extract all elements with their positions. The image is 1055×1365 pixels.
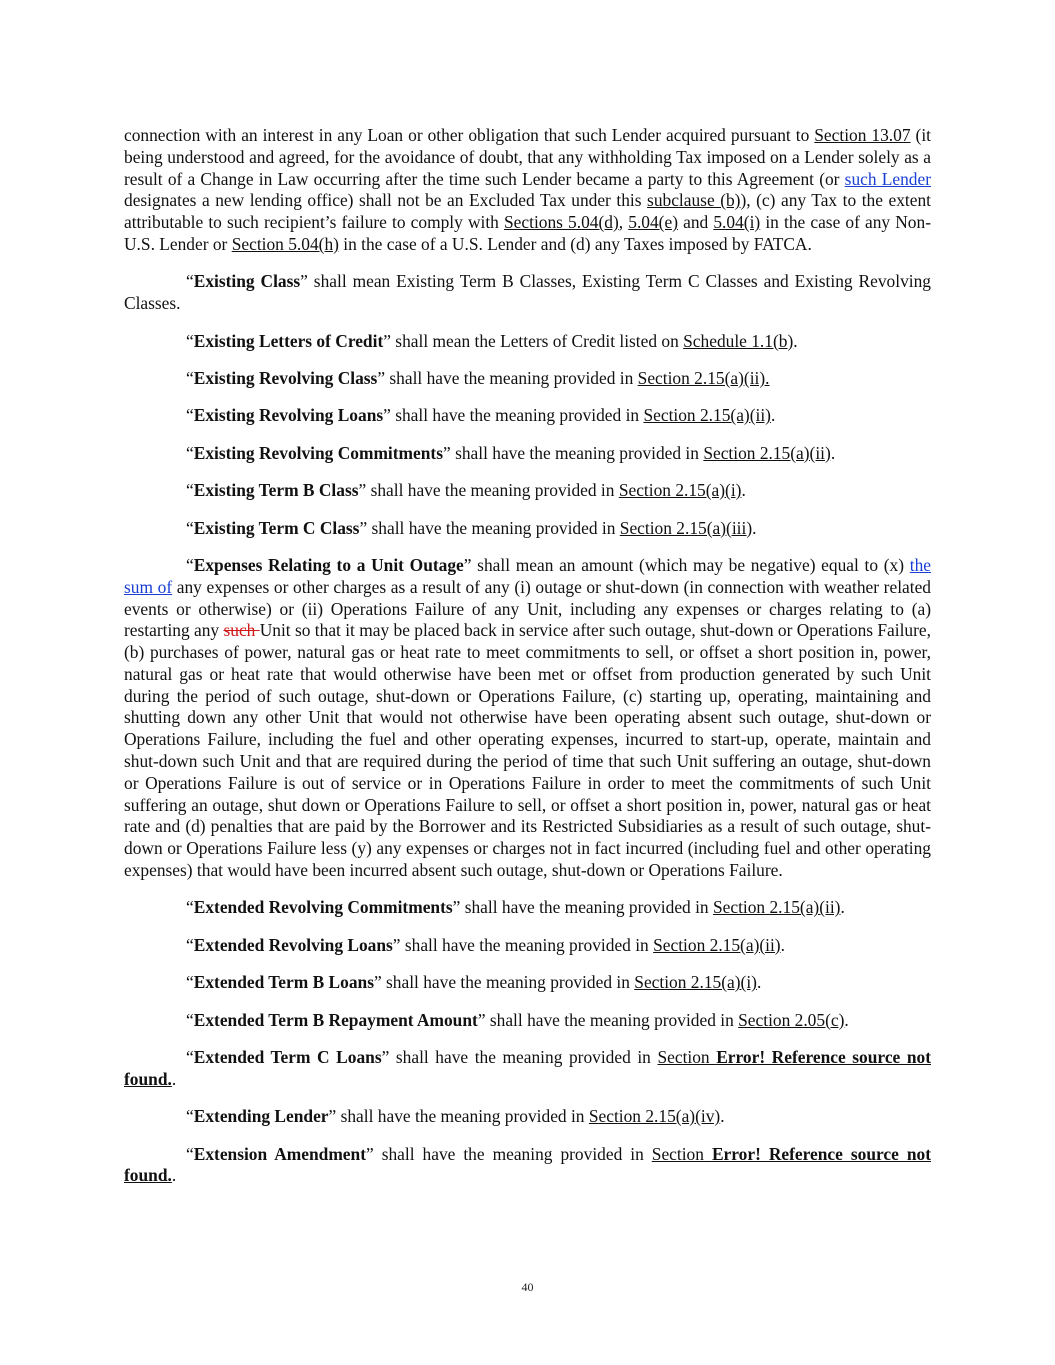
cross-reference[interactable]: Section 2.15(a)(ii) <box>643 405 771 426</box>
cross-reference[interactable]: Section 2.15(a)(iii) <box>619 517 753 538</box>
defined-term: Existing Revolving Commitments <box>193 442 443 463</box>
defined-term: Extension Amendment <box>193 1143 366 1164</box>
definition-extended-term-c-loans: “Extended Term C Loans” shall have the meaning provided in Section Error! Reference source not found.. <box>124 1047 931 1089</box>
definition-extended-revolving-loans: “Extended Revolving Loans” shall have the meaning provided in Section 2.15(a)(ii). <box>186 934 785 955</box>
inserted-text: such Lender <box>844 168 931 189</box>
definition-existing-revolving-loans: “Existing Revolving Loans” shall have the meaning provided in Section 2.15(a)(ii). <box>186 405 776 426</box>
definition-expenses-unit-outage: “Expenses Relating to a Unit Outage” shall mean an amount (which may be negative) equal to (x) the sum of any expenses or other charges as a result of any (i) outage or shut-down (in connection with weather related events or otherwise) or (ii) Operations Failure of any Unit, including any expenses or charges relating to (a) restarting any such Unit so that it may be placed back in service after such outage, shut-down or Operations Failure, (b) purchases of power, natural gas or heat rate to meet commitments to sell, or offset a short position in, power, natural gas or heat rate that would otherwise have been met or offset from production generated by such Unit during the period of such outage, shut-down or Operations Failure, (c) starting up, operating, maintaining and shutting down any other Unit that would not otherwise have been operating absent such outage, shut-down or Operations Failure, including the fuel and other operating expenses, incurred to start-up, operate, maintain and shut-down such Unit and that are required during the period of time that such Unit suffering an outage, shut-down or Operations Failure is out of service or in Operations Failure in order to meet the commitments of such Unit suffering an outage, shut down or Operations Failure to sell, or offset a short position in, power, natural gas or heat rate and (d) penalties that are paid by the Borrower and its Restricted Subsidiaries as a result of such outage, shut-down or Operations Failure less (y) any expenses or charges not in fact incurred (including fuel and other operating expenses) that would have been incurred absent such outage, shut-down or Operations Failure. <box>124 554 931 881</box>
cross-reference[interactable]: Section 2.15(a)(ii) <box>712 897 841 918</box>
defined-term: Extended Term C Loans <box>193 1047 382 1068</box>
inserted-text: the sum of <box>124 554 931 597</box>
defined-term: Extended Revolving Loans <box>193 934 393 955</box>
defined-term: Extended Term B Repayment Amount <box>193 1009 478 1030</box>
definition-existing-revolving-class: “Existing Revolving Class” shall have the meaning provided in Section 2.15(a)(ii). <box>186 367 770 388</box>
cross-reference[interactable]: Section 5.04(h) <box>231 233 339 254</box>
cross-reference[interactable]: subclause (b) <box>647 190 741 211</box>
cross-reference[interactable]: 5.04(i) <box>713 212 761 233</box>
reference-error: Error! Reference source not found. <box>124 1047 931 1089</box>
cross-reference[interactable]: Section <box>651 1143 712 1164</box>
definition-extended-term-b-repayment-amount: “Extended Term B Repayment Amount” shall have the meaning provided in Section 2.05(c). <box>186 1009 849 1030</box>
defined-term: Existing Term B Class <box>193 480 359 501</box>
definition-extended-revolving-commitments: “Extended Revolving Commitments” shall have the meaning provided in Section 2.15(a)(ii). <box>186 897 845 918</box>
defined-term: Extended Revolving Commitments <box>193 897 453 918</box>
defined-term: Extending Lender <box>193 1106 329 1127</box>
document-page <box>124 125 931 1203</box>
cross-reference[interactable]: 5.04(e) <box>628 212 678 233</box>
defined-term: Existing Class <box>193 271 301 292</box>
cross-reference[interactable]: Section <box>657 1047 717 1068</box>
cross-reference[interactable]: Section 2.15(a)(i) <box>634 972 757 993</box>
definition-existing-letters-of-credit: “Existing Letters of Credit” shall mean the Letters of Credit listed on Schedule 1.1(b). <box>186 330 798 351</box>
paragraph-excluded-taxes-continued: connection with an interest in any Loan or other obligation that such Lender acquired pursuant to Section 13.07 (it being understood and agreed, for the avoidance of doubt, that any withholding Tax imposed on a Lender solely as a result of a Change in Law occurring after the time such Lender became a party to this Agreement (or such Lender designates a new lending office) shall not be an Excluded Tax under this subclause (b)), (c) any Tax to the extent attributable to such recipient’s failure to comply with Sections 5.04(d), 5.04(e) and 5.04(i) in the case of any Non-U.S. Lender or Section 5.04(h) in the case of a U.S. Lender and (d) any Taxes imposed by FATCA. <box>124 125 932 254</box>
cross-reference[interactable]: Schedule 1.1(b) <box>683 330 794 351</box>
defined-term: Existing Term C Class <box>193 517 360 538</box>
cross-reference[interactable]: Section 2.15(a)(ii) <box>653 934 781 955</box>
definition-extended-term-b-loans: “Extended Term B Loans” shall have the meaning provided in Section 2.15(a)(i). <box>186 972 762 993</box>
defined-term: Existing Revolving Loans <box>193 405 384 426</box>
definition-existing-term-b-class: “Existing Term B Class” shall have the meaning provided in Section 2.15(a)(i). <box>186 480 746 501</box>
cross-reference[interactable]: Section 2.15(a)(ii) <box>703 442 831 463</box>
definition-existing-class: “Existing Class” shall mean Existing Term B Classes, Existing Term C Classes and Existing Revolving Classes. <box>124 271 931 314</box>
defined-term: Existing Revolving Class <box>193 367 378 388</box>
reference-error: Error! Reference source not found. <box>124 1143 931 1186</box>
defined-term: Extended Term B Loans <box>193 972 374 993</box>
page-number: 40 <box>521 1280 534 1294</box>
defined-term: Existing Letters of Credit <box>193 330 384 351</box>
cross-reference[interactable]: Section 2.05(c) <box>738 1009 845 1030</box>
cross-reference[interactable]: Section 2.15(a)(ii). <box>637 367 770 388</box>
defined-term: Expenses Relating to a Unit Outage <box>193 554 464 575</box>
deleted-text: such <box>223 620 260 641</box>
definition-existing-revolving-commitments: “Existing Revolving Commitments” shall have the meaning provided in Section 2.15(a)(ii). <box>186 442 836 463</box>
definition-extension-amendment: “Extension Amendment” shall have the meaning provided in Section Error! Reference source not found.. <box>124 1143 931 1186</box>
cross-reference[interactable]: Section 2.15(a)(i) <box>618 480 742 501</box>
definition-extending-lender: “Extending Lender” shall have the meaning provided in Section 2.15(a)(iv). <box>186 1106 725 1127</box>
cross-reference[interactable]: Sections 5.04(d) <box>504 212 619 233</box>
cross-reference[interactable]: Section 13.07 <box>814 125 911 145</box>
cross-reference[interactable]: Section 2.15(a)(iv) <box>588 1106 721 1127</box>
definition-existing-term-c-class: “Existing Term C Class” shall have the meaning provided in Section 2.15(a)(iii). <box>186 517 757 538</box>
